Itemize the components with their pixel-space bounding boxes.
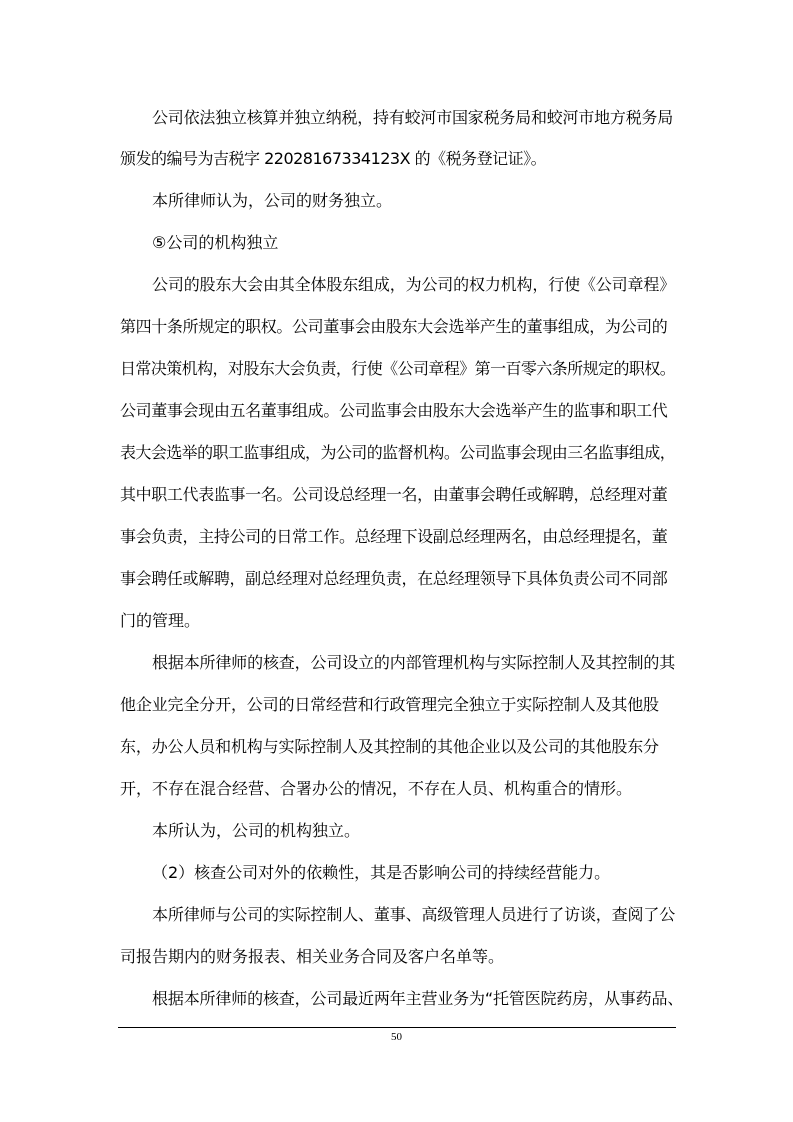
text-line (0, 651, 793, 675)
line-text: 表大会选举的职工监事组成，为公司的监督机构。公司监事会现由三名监事组成， (120, 443, 676, 462)
line-text: 本所律师认为，公司的财务独立。 (152, 191, 393, 210)
text-line (0, 231, 793, 255)
line-text: 公司依法独立核算并独立纳税，持有蛟河市国家税务局和蛟河市地方税务局 (152, 108, 674, 127)
line-text: 根据本所律师的核查，公司最近两年主营业务为“托管医院药房，从事药品、 (152, 989, 684, 1008)
text-line (0, 273, 793, 297)
text-line (0, 735, 793, 759)
line-text: 司报告期内的财务报表、相关业务合同及客户名单等。 (120, 947, 505, 966)
text-line (0, 147, 793, 171)
line-text: 公司董事会现由五名董事组成。公司监事会由股东大会选举产生的监事和职工代 (120, 401, 668, 420)
text-line (0, 315, 793, 339)
text-line (0, 609, 793, 633)
line-text: 日常决策机构，对股东大会负责，行使《公司章程》第一百零六条所规定的职权。 (120, 359, 676, 378)
line-text: 颁发的编号为吉税字 22028167334123X 的《税务登记证》。 (120, 149, 547, 168)
line-text: 东，办公人员和机构与实际控制人及其控制的其他企业以及公司的其他股东分 (120, 737, 659, 756)
line-text: 根据本所律师的核查，公司设立的内部管理机构与实际控制人及其控制的其 (152, 653, 676, 672)
text-line (0, 987, 793, 1011)
line-text: 本所认为，公司的机构独立。 (152, 821, 361, 840)
line-text: 门的管理。 (120, 611, 201, 630)
text-line (0, 106, 793, 130)
line-text: 公司的股东大会由其全体股东组成，为公司的权力机构，行使《公司章程》 (152, 275, 676, 294)
text-line (0, 357, 793, 381)
footer-rule (118, 1027, 676, 1028)
text-line (0, 819, 793, 843)
line-text: 本所律师与公司的实际控制人、董事、高级管理人员进行了访谈，查阅了公 (152, 905, 676, 924)
text-line (0, 861, 793, 885)
line-text: 他企业完全分开，公司的日常经营和行政管理完全独立于实际控制人及其他股 (120, 695, 659, 714)
text-line (0, 567, 793, 591)
text-line (0, 525, 793, 549)
line-text: ⑤公司的机构独立 (152, 233, 279, 252)
page-number: 50 (391, 1031, 402, 1043)
text-line (0, 483, 793, 507)
text-line (0, 945, 793, 969)
text-line (0, 693, 793, 717)
line-text: 事会聘任或解聘，副总经理对总经理负责，在总经理领导下具体负责公司不同部 (120, 569, 668, 588)
text-line (0, 399, 793, 423)
text-line (0, 441, 793, 465)
line-text: 其中职工代表监事一名。公司设总经理一名，由董事会聘任或解聘，总经理对董 (120, 485, 668, 504)
text-line (0, 777, 793, 801)
line-text: （2）核查公司对外的依赖性，其是否影响公司的持续经营能力。 (152, 863, 611, 882)
text-line (0, 189, 793, 213)
line-text: 事会负责，主持公司的日常工作。总经理下设副总经理两名，由总经理提名，董 (120, 527, 668, 546)
line-text: 第四十条所规定的职权。公司董事会由股东大会选举产生的董事组成，为公司的 (120, 317, 668, 336)
line-text: 开，不存在混合经营、合署办公的情况，不存在人员、机构重合的情形。 (120, 779, 633, 798)
text-line (0, 903, 793, 927)
